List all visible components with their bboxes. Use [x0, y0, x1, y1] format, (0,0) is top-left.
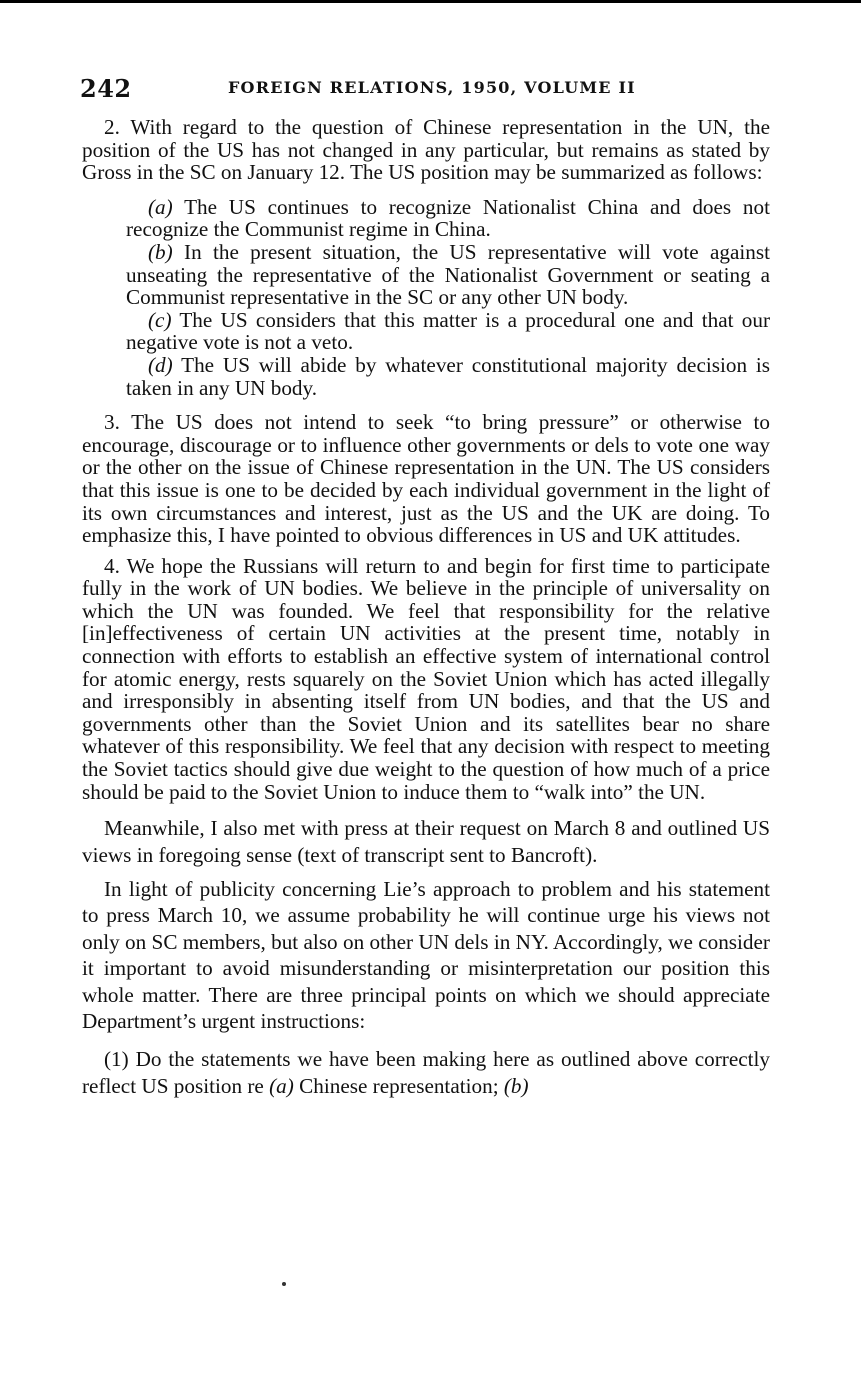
- question-1: [82, 1046, 770, 1099]
- list-text-a: The US continues to recognize Nationalist China and does not recognize the Communist regime in China.: [126, 194, 770, 242]
- page-top-border: [0, 0, 861, 3]
- list-text-b: In the present situation, the US representative will vote against unseating the representative of the Nationalist Government or seating a Communist representative in the SC or any other UN body.: [126, 239, 770, 310]
- list-text-d: The US will abide by whatever constitutional majority decision is taken in any UN body.: [126, 352, 770, 400]
- list-item-d: [82, 354, 770, 399]
- paragraph-4: 4. We hope the Russians will return to and begin for first time to participate fully in the work of UN bodies. We believe in the principle of universality on which the UN was founded. We feel that responsibility for the relative [in]effectiveness of certain UN activities at the present time, notably in connection with efforts to establish an effective system of international control for atomic energy, rests squarely on the Soviet Union which has acted illegally and irresponsibly in absenting itself from UN bodies, and that the US and governments other than the Soviet Union and its satellites bear no share whatever of this responsibility. We feel that any decision with respect to meeting the Soviet tactics should give due weight to the question of how much of a price should be paid to the Soviet Union to induce them to “walk into” the UN.: [82, 553, 770, 804]
- running-head: FOREIGN RELATIONS, 1950, VOLUME II: [228, 78, 636, 97]
- list-item-b: [82, 241, 770, 309]
- print-speck: [282, 1282, 286, 1286]
- list-label-d: (d): [148, 352, 173, 377]
- list-label-c: (c): [148, 307, 172, 332]
- page-number: 242: [80, 74, 132, 103]
- paragraph-3: 3. The US does not intend to seek “to bring pressure” or otherwise to encourage, discourage or to influence other governments or dels to vote one way or the other on the issue of Chinese representation in the UN. The US considers that this issue is one to be decided by each individual government in the light of its own circumstances and interest, just as the US and the UK are doing. To emphasize this, I have pointed to obvious differences in US and UK attitudes.: [82, 410, 770, 548]
- list-item-c: [82, 309, 770, 354]
- question-1-mid: Chinese representation;: [293, 1073, 504, 1098]
- paragraph-light-of-publicity: In light of publicity concerning Lie’s approach to problem and his statement to press March 10, we assume probability he will continue urge his views not only on SC members, but also on other UN dels in NY. Accordingly, we consider it important to avoid misunderstanding or misinterpretation our position this whole matter. There are three principal points on which we should appreciate Department’s urgent instructions:: [82, 877, 770, 1034]
- page-header: [80, 74, 780, 104]
- question-1-label-b: (b): [503, 1073, 529, 1098]
- list-label-b: (b): [148, 239, 173, 264]
- list-item-a: [82, 196, 770, 241]
- list-label-a: (a): [148, 194, 173, 219]
- question-1-label-a: (a): [269, 1073, 294, 1098]
- list-text-c: The US considers that this matter is a procedural one and that our negative vote is not a veto.: [126, 307, 770, 355]
- paragraph-2-intro: 2. With regard to the question of Chinese representation in the UN, the position of the US has not changed in any particular, but remains as stated by Gross in the SC on January 12. The US position may be summarized as follows:: [82, 115, 770, 185]
- document-body: [82, 116, 770, 1099]
- question-1-prefix: (1) Do the statements we have been making here as outlined above correctly reflect US position re: [82, 1047, 770, 1098]
- paragraph-meanwhile: Meanwhile, I also met with press at their request on March 8 and outlined US views in foregoing sense (text of transcript sent to Bancroft).: [82, 816, 770, 867]
